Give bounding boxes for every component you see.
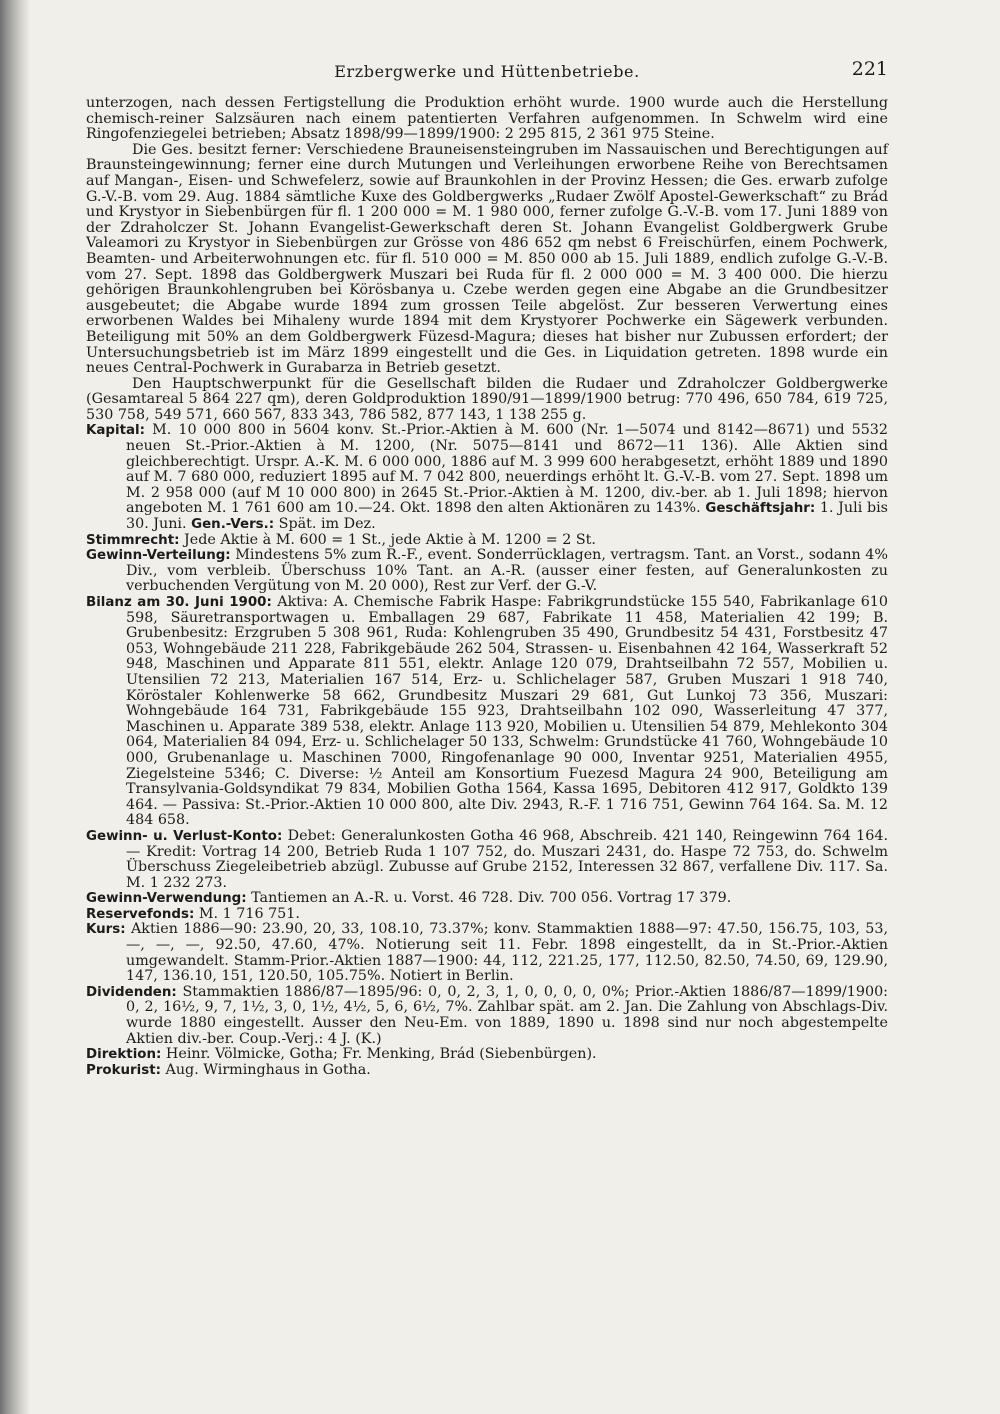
entry-label: Gewinn- u. Verlust-Konto: xyxy=(86,828,283,844)
entry-stimmrecht xyxy=(86,533,888,549)
entry-gewinn-verwendung xyxy=(86,891,888,907)
entry-label: Gen.-Vers.: xyxy=(191,517,275,533)
body-text xyxy=(86,96,888,1078)
entry-label: Gewinn-Verteilung: xyxy=(86,548,231,564)
entry-kurs xyxy=(86,922,888,984)
entry-label: Reservefonds: xyxy=(86,906,195,922)
entry-label: Direktion: xyxy=(86,1047,162,1063)
entry-kapital xyxy=(86,423,888,532)
entry-label: Dividenden: xyxy=(86,984,177,1000)
entry-text: Mindestens 5% zum R.-F., event. Sonderrücklagen, vertragsm. Tant. an Vorst., sodann 4% Div., vom verbleib. Überschuss 10% Tant. an A.-R. (ausser einer festen, auf Generalunkosten zu verbuchenden Vergütung von M. 20 000), Rest zur Verf. der G.-V. xyxy=(126,547,888,595)
entry-text: M. 10 000 800 in 5604 konv. St.-Prior.-Aktien à M. 600 (Nr. 1—5074 und 8142—8671) und 5532 neuen St.-Prior.-Aktien à M. 1200, (Nr. 5075—8141 und 8672—11 136). Alle Aktien sind gleichberechtigt. Urspr. A.-K. M. 6 000 000, 1886 auf M. 3 999 600 herabgesetzt, erhöht 1889 und 1890 auf M. 7 680 000, reduziert 1895 auf M. 7 042 800, neuerdings erhöht lt. G.-V.-B. vom 27. Sept. 1898 um M. 2 958 000 (auf M 10 000 800) in 2645 St.-Prior.-Aktien à M. 1200, div.-ber. ab 1. Juli 1898; hiervon angeboten M. 1 761 600 am 10.—24. Okt. 1898 den alten Aktionären zu 143%. xyxy=(126,422,888,517)
entry-label: Kapital: xyxy=(86,423,145,439)
entry-text: Jede Aktie à M. 600 = 1 St., jede Aktie à M. 1200 = 2 St. xyxy=(179,531,596,548)
entry-gewinn-verlust-konto xyxy=(86,829,888,891)
paragraph: Den Hauptschwerpunkt für die Gesellschaft bilden die Rudaer und Zdraholczer Goldbergwerke (Gesamtareal 5 864 227 qm), deren Goldproduktion 1890/91—1899/1900 betrug: 770 496, 650 784, 619 725, 530 758, 549 571, 660 567, 833 343, 786 582, 877 143, 1 138 255 g. xyxy=(86,375,888,423)
entry-reservefonds xyxy=(86,907,888,923)
entry-text: Stammaktien 1886/87—1895/96: 0, 0, 2, 3, 1, 0, 0, 0, 0, 0%; Prior.-Aktien 1886/87—1899/1900: 0, 2, 16½, 9, 7, 1½, 3, 0, 1½, 4½, 5, 6, 6½, 7%. Zahlbar spät. am 2. Jan. Die Zahlung von Abschlags-Div. wurde 1880 eingestellt. Ausser den Neu-Em. von 1889, 1890 u. 1898 sind nur noch abgestempelte Aktien div.-ber. Coup.-Verj.: 4 J. (K.) xyxy=(126,983,888,1047)
entry-label: Gewinn-Verwendung: xyxy=(86,891,247,907)
paragraph: unterzogen, nach dessen Fertigstellung die Produktion erhöht wurde. 1900 wurde auch die Herstellung chemisch-reiner Salzsäuren nach einem patentierten Verfahren aufgenommen. In Schwelm wird eine Ringofenziegelei betrieben; Absatz 1898/99—1899/1900: 2 295 815, 2 361 975 Steine. xyxy=(86,95,888,143)
document-page xyxy=(86,56,888,1078)
page-number: 221 xyxy=(851,58,888,80)
entry-text: Heinr. Völmicke, Gotha; Fr. Menking, Brád (Siebenbürgen). xyxy=(161,1046,597,1063)
entry-bilanz xyxy=(86,595,888,829)
entry-label: Kurs: xyxy=(86,922,126,938)
entry-prokurist xyxy=(86,1063,888,1079)
entry-gewinn-verteilung xyxy=(86,548,888,595)
paragraph: Die Ges. besitzt ferner: Verschiedene Brauneisensteingruben im Nassauischen und Berechtigungen auf Braunsteingewinnung; ferner eine durch Mutungen und Verleihungen erworbene Reihe von Berechtsamen auf Mangan-, Eisen- und Schwefelerz, sowie auf Braunkohlen in der Provinz Hessen; die Ges. erwarb zufolge G.-V.-B. vom 29. Aug. 1884 sämtliche Kuxe des Goldbergwerks „Rudaer Zwölf Apostel-Gewerkschaft“ zu Brád und Krystyor in Siebenbürgen für fl. 1 200 000 = M. 1 980 000, ferner zufolge G.-V.-B. vom 17. Juni 1889 von der Zdraholczer St. Johann Evangelist-Gewerkschaft deren St. Johann Evangelist Goldbergwerk Grube Valeamori zu Krystyor in Siebenbürgen zur Grösse von 486 652 qm nebst 6 Freischürfen, einem Pochwerk, Beamten- und Arbeiterwohnungen etc. für fl. 510 000 = M. 850 000 ab 15. Juli 1889, endlich zufolge G.-V.-B. vom 27. Sept. 1898 das Goldbergwerk Muszari bei Ruda für fl. 2 000 000 = M. 3 400 000. Die hierzu gehörigen Braunkohlengruben bei Körösbanya u. Czebe werden gegen eine Abgabe an die Grundbesitzer ausgebeutet; die Abgabe wurde 1894 zum grossen Teile abgelöst. Zur besseren Verwertung eines erworbenen Waldes bei Mihaleny wurde 1894 mit dem Krystyorer Pochwerke ein Sägewerk verbunden. Beteiligung mit 50% an dem Goldbergwerk Füzesd-Magura; dieses hat bisher nur Zubussen erfordert; der Untersuchungsbetrieb ist im März 1899 eingestellt und die Ges. in Liquidation getreten. 1898 wurde ein neues Central-Pochwerk in Gurabarza in Betrieb gesetzt. xyxy=(86,141,888,377)
page-header xyxy=(86,56,888,90)
entry-text: M. 1 716 751. xyxy=(194,905,300,922)
entry-dividenden xyxy=(86,985,888,1047)
entry-text: Aug. Wirminghaus in Gotha. xyxy=(160,1061,371,1078)
entry-direktion xyxy=(86,1047,888,1063)
entry-text: Aktiva: A. Chemische Fabrik Haspe: Fabrikgrundstücke 155 540, Fabrikanlage 610 598, Säuretransportwagen u. Emballagen 29 687, Fabrikate 11 458, Materialien 42 199; B. Grubenbesitz: Erzgruben 5 308 961, Ruda: Kohlengruben 35 490, Grundbesitz 54 431, Forstbesitz 47 053, Wohngebäude 211 228, Fabrikgebäude 262 504, Strassen- u. Eisenbahnen 42 164, Wasserkraft 52 948, Maschinen und Apparate 811 551, elektr. Anlage 120 079, Drahtseilbahn 72 557, Mobilien u. Utensilien 72 213, Materialien 167 514, Erz- u. Schlichelager 587, Gruben Muszari 1 918 740, Köröstaler Kohlenwerke 58 662, Grundbesitz Muszari 29 681, Gut Lunkoj 73 356, Muszari: Wohngebäude 164 731, Fabrikgebäude 155 923, Drahtseilbahn 102 090, Wasserleitung 47 377, Maschinen u. Apparate 389 538, elektr. Anlage 113 920, Mobilien u. Utensilien 54 879, Mehlekonto 304 064, Materialien 84 094, Erz- u. Schlichelager 50 133, Schwelm: Grundstücke 41 760, Wohngebäude 10 000, Grubenanlage u. Maschinen 7000, Ringofenanlage 90 000, Inventar 9251, Materialien 4955, Ziegelsteine 5346; C. Diverse: ½ Anteil am Konsortium Fuezesd Magura 24 900, Beteiligung am Transylvania-Goldsyndikat 79 834, Mobilien Gotha 1564, Kassa 1695, Debitoren 412 917, Goldkto 139 464. — Passiva: St.-Prior.-Aktien 10 000 800, alte Div. 2943, R.-F. 1 716 751, Gewinn 764 164. Sa. M. 12 484 658. xyxy=(126,594,888,829)
entry-text: Aktien 1886—90: 23.90, 20, 33, 108.10, 73.37%; konv. Stammaktien 1888—97: 47.50, 156.75, 103, 53, —, —, —, 92.50, 47.60, 47%. Notierung seit 11. Febr. 1898 eingestellt, da in St.-Prior.-Aktien umgewandelt. Stamm-Prior.-Aktien 1887—1900: 44, 112, 221.25, 177, 112.50, 82.50, 74.50, 69, 129.90, 147, 136.10, 151, 120.50, 105.75%. Notiert in Berlin. xyxy=(125,921,888,985)
entry-text: 1. Juli bis 30. Juni. xyxy=(126,500,889,533)
entry-label: Geschäftsjahr: xyxy=(705,501,816,517)
running-title: Erzbergwerke und Hüttenbetriebe. xyxy=(334,62,640,81)
entry-text: Tantiemen an A.-R. u. Vorst. 46 728. Div. 700 056. Vortrag 17 379. xyxy=(246,890,732,907)
entry-label: Prokurist: xyxy=(86,1062,161,1078)
book-spine-shadow xyxy=(0,0,30,1414)
entry-label: Bilanz am 30. Juni 1900: xyxy=(86,595,272,610)
entry-text: Debet: Generalunkosten Gotha 46 968, Abschreib. 421 140, Reingewinn 764 164. — Kredit: Vortrag 14 200, Betrieb Ruda 1 107 752, do. Muszari 2431, do. Haspe 72 753, do. Schwelm Überschuss Ziegeleibetrieb abzügl. Zubusse auf Grube 2152, Interessen 32 867, verfallene Div. 117. Sa. M. 1 232 273. xyxy=(126,827,888,891)
entry-text: Spät. im Dez. xyxy=(274,516,376,533)
entry-label: Stimmrecht: xyxy=(86,532,180,548)
